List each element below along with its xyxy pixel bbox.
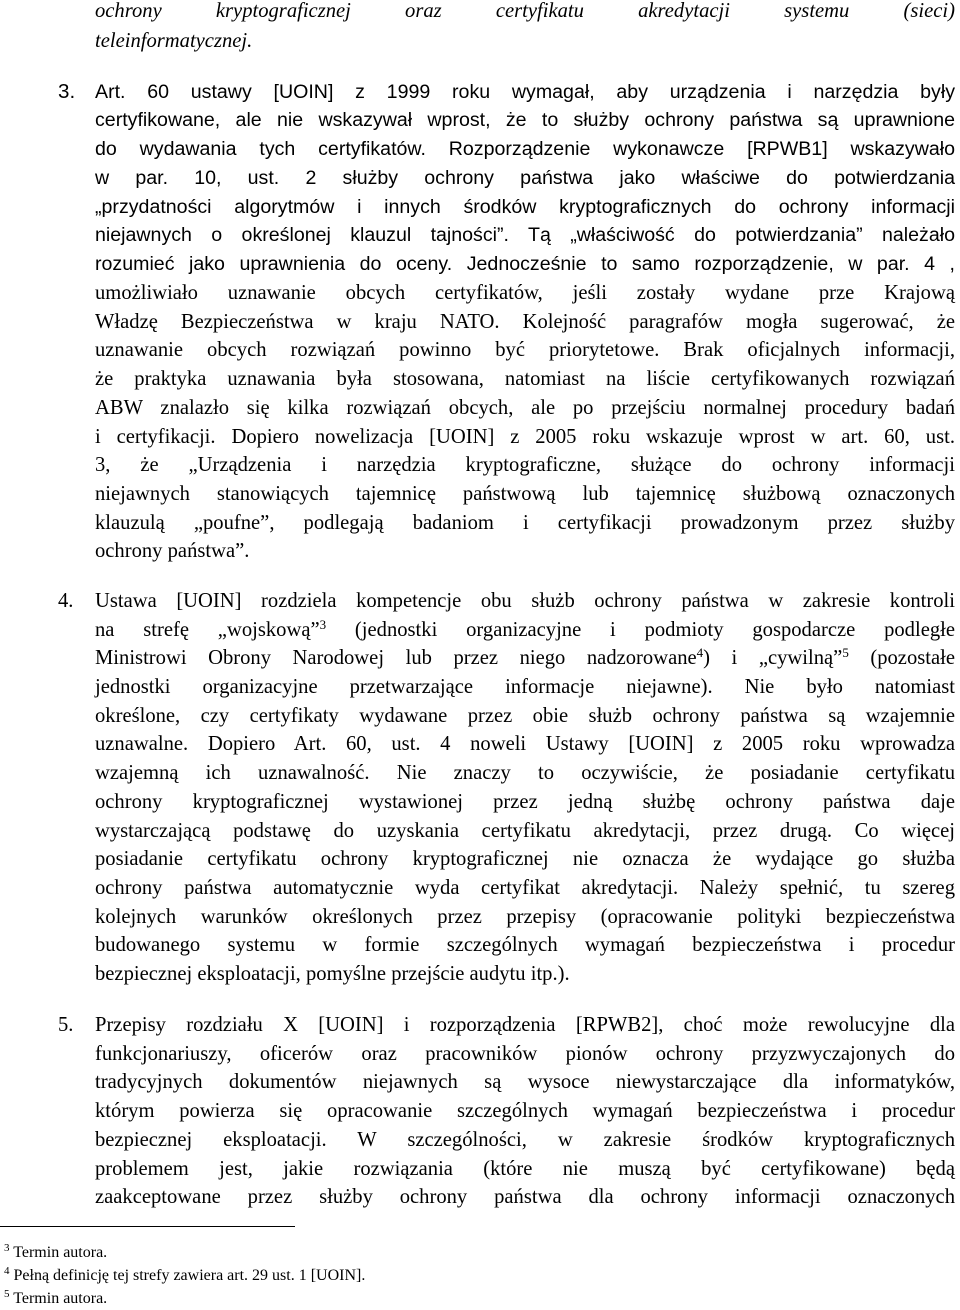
p4-line: uznawalne. Dopiero Art. 60, ust. 4 noweli Ustawy [UOIN] z 2005 roku wprowadza: [95, 733, 955, 755]
p3-line: rozumieć jako uprawnienia do oceny. Jednocześnie to samo rozporządzenie, w par. 4 ,: [95, 253, 955, 275]
footnote-ref-4: 4: [696, 644, 704, 660]
p4-line-text: (pozostałe: [848, 647, 955, 669]
p4-line: wystarczającą podstawę do uzyskania certyfikatu akredytacji, przez drugą. Co więcej: [95, 820, 955, 842]
p5-line: którym powierza się opracowanie szczególnych wymagań bezpieczeństwa i procedur: [95, 1100, 955, 1122]
p4-line-text: na strefę „wojskową”: [95, 619, 320, 641]
p3-line: certyfikowane, ale nie wskazywał wprost, że to służby ochrony państwa są uprawnione: [95, 109, 955, 131]
footnote-separator: [0, 1226, 295, 1227]
footnote-4: [4, 1265, 365, 1287]
p4-line: kolejnych warunków określonych przez przepisy (opracowanie polityki bezpieczeństwa: [95, 906, 955, 928]
p3-line: ochrony państwa”.: [95, 540, 250, 562]
paragraph-number-3: 3.: [58, 80, 76, 103]
p3-line: uznawanie obcych rozwiązań powinno być priorytetowe. Brak oficjalnych informacji,: [95, 339, 955, 361]
footnote-mark: 3: [4, 1241, 10, 1254]
p5-line: Przepisy rozdziału X [UOIN] i rozporządzenia [RPWB2], choć może rewolucyjne dla: [95, 1014, 955, 1036]
intro-line-2: teleinformatycznej.: [95, 30, 253, 52]
p4-line: [95, 643, 955, 673]
p4-line: bezpiecznej eksploatacji, pomyślne przejście audytu itp.).: [95, 963, 570, 985]
p3-line: Władzę Bezpieczeństwa w kraju NATO. Kolejność paragrafów mogła sugerować, że: [95, 311, 955, 333]
p3-line: „przydatności algorytmów i innych środków kryptograficznych do ochrony informacji: [95, 196, 955, 218]
p5-line: problemem jest, jakie rozwiązania (które nie muszą być certyfikowane) będą: [95, 1158, 955, 1180]
footnote-5: [4, 1288, 107, 1310]
footnote-text: Pełną definicję tej strefy zawiera art. 29 ust. 1 [UOIN].: [9, 1267, 366, 1284]
p3-line: ABW znalazło się kilka rozwiązań obcych, ale po przejściu normalnej procedury badań: [95, 397, 955, 419]
p4-line: Ustawa [UOIN] rozdziela kompetencje obu służb ochrony państwa w zakresie kontroli: [95, 590, 955, 612]
footnote-ref-5: 5: [842, 644, 849, 660]
p4-line: określone, czy certyfikaty wydawane przez obie służb ochrony państwa są wzajemnie: [95, 705, 955, 727]
p5-line: tradycyjnych dokumentów niejawnych są wysoce niewystarczające dla informatyków,: [95, 1071, 955, 1093]
p4-line: jednostki organizacyjne przetwarzające informacje niejawne). Nie było natomiast: [95, 676, 955, 698]
p3-line: i certyfikacji. Dopiero nowelizacja [UOIN] z 2005 roku wskazuje wprost w art. 60, ust.: [95, 426, 955, 448]
p3-line: że praktyka uznawania była stosowana, natomiast na liście certyfikowanych rozwiązań: [95, 368, 955, 390]
p4-line: budowanego systemu w formie szczególnych wymagań bezpieczeństwa i procedur: [95, 934, 955, 956]
footnote-ref-3: 3: [319, 616, 327, 632]
footnote-text: Termin autora.: [9, 1290, 108, 1307]
p3-line: klauzulą „poufne”, podlegają badaniom i certyfikacji prowadzonym przez służby: [95, 512, 955, 534]
footnote-text: Termin autora.: [9, 1244, 108, 1261]
p4-line-text: Ministrowi Obrony Narodowej lub przez niego nadzorowane: [95, 647, 697, 669]
intro-line-1: ochrony kryptograficznej oraz certyfikatu akredytacji systemu (sieci): [95, 0, 955, 22]
p4-line: posiadanie certyfikatu ochrony kryptograficznej nie oznacza że wydające go służba: [95, 848, 955, 870]
p5-line: bezpiecznej eksploatacji. W szczególności, w zakresie środków kryptograficznych: [95, 1129, 955, 1151]
p3-line: Art. 60 ustawy [UOIN] z 1999 roku wymagał, aby urządzenia i narzędzia były: [95, 81, 955, 103]
footnote-3: [4, 1242, 107, 1264]
p4-line: wzajemną ich uznawalność. Nie znaczy to oczywiście, że posiadanie certyfikatu: [95, 762, 955, 784]
footnote-mark: 4: [4, 1264, 10, 1277]
p4-line: ochrony kryptograficznej wystawionej przez jedną służbę ochrony państwa daje: [95, 791, 955, 813]
footnote-mark: 5: [4, 1287, 10, 1300]
p3-line: niejawnych stanowiących tajemnicę państwową lub tajemnicę służbową oznaczonych: [95, 483, 955, 505]
p4-line: [95, 615, 955, 645]
p4-line-text: ) i „cywilną”: [703, 647, 843, 669]
p3-line: umożliwiało uznawanie obcych certyfikatów, jeśli zostały wydane prze Krajową: [95, 282, 955, 304]
paragraph-number-5: 5.: [58, 1014, 74, 1036]
p3-line: 3, że „Urządzenia i narzędzia kryptograficzne, służące do ochrony informacji: [95, 454, 955, 476]
p4-line-text: (jednostki organizacyjne i podmioty gospodarcze podległe: [326, 619, 955, 641]
p5-line: funkcjonariuszy, oficerów oraz pracowników pionów ochrony przyzwyczajonych do: [95, 1043, 955, 1065]
p4-line: ochrony państwa automatycznie wyda certyfikat akredytacji. Należy spełnić, tu szereg: [95, 877, 955, 899]
p5-line: zaakceptowane przez służby ochrony państwa dla ochrony informacji oznaczonych: [95, 1186, 955, 1208]
p3-line: do wydawania tych certyfikatów. Rozporządzenie wykonawcze [RPWB1] wskazywało: [95, 138, 955, 160]
p3-line: niejawnych o określonej klauzul tajności”. Tą „właściwość do potwierdzania” należało: [95, 224, 955, 246]
paragraph-number-4: 4.: [58, 590, 74, 612]
p3-line: w par. 10, ust. 2 służby ochrony państwa jako właściwe do potwierdzania: [95, 167, 955, 189]
